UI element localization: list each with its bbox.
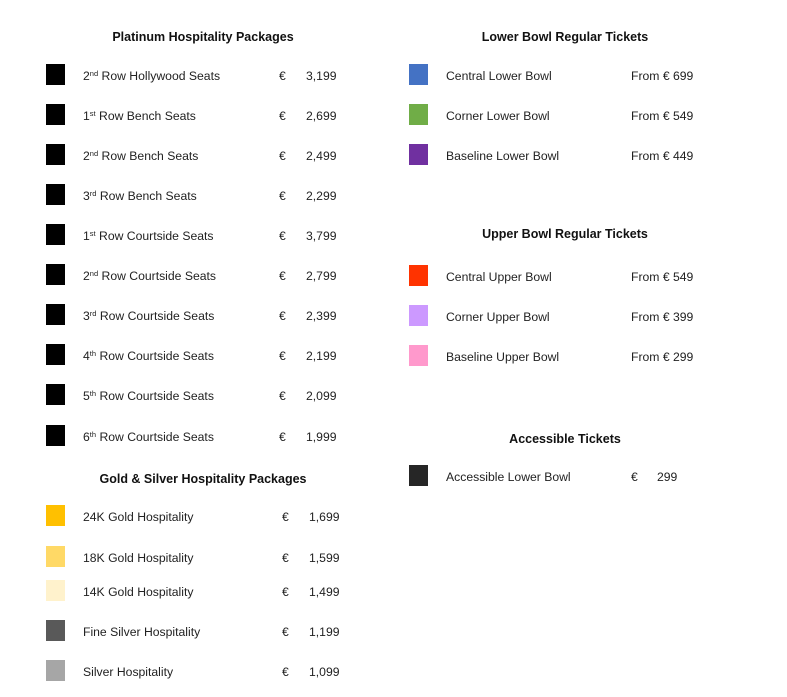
currency-symbol: € bbox=[279, 349, 286, 363]
seat-category-label bbox=[83, 625, 200, 639]
seat-category-text: Fine Silver Hospitality bbox=[83, 625, 201, 639]
row-number: 3 bbox=[83, 309, 90, 323]
seat-category-label bbox=[83, 551, 193, 565]
color-swatch bbox=[409, 465, 428, 486]
row-number: 1 bbox=[83, 229, 90, 243]
seat-category-label bbox=[83, 309, 214, 323]
currency-symbol: € bbox=[282, 585, 289, 599]
price-value: 2,099 bbox=[306, 389, 337, 403]
color-swatch bbox=[409, 265, 428, 286]
seat-category-text: Corner Lower Bowl bbox=[446, 109, 550, 123]
seat-category-label bbox=[83, 109, 196, 123]
color-swatch bbox=[46, 425, 65, 446]
seat-category-text: Row Courtside Seats bbox=[99, 229, 214, 243]
color-swatch bbox=[46, 264, 65, 285]
currency-symbol: € bbox=[279, 430, 286, 444]
row-number: 2 bbox=[83, 69, 90, 83]
seat-category-text: Row Courtside Seats bbox=[99, 389, 214, 403]
seat-category-text: Row Courtside Seats bbox=[99, 309, 215, 323]
price-value: From € 399 bbox=[631, 310, 694, 324]
currency-symbol: € bbox=[282, 665, 289, 679]
seat-category-text: Row Bench Seats bbox=[99, 109, 196, 123]
currency-symbol: € bbox=[279, 229, 286, 243]
seat-category-text: 24K Gold Hospitality bbox=[83, 510, 194, 524]
row-number: 2 bbox=[83, 149, 90, 163]
price-value: 2,799 bbox=[306, 269, 337, 283]
color-swatch bbox=[46, 546, 65, 567]
row-number: 2 bbox=[83, 269, 90, 283]
lower-bowl-heading: Lower Bowl Regular Tickets bbox=[481, 30, 649, 44]
seat-category-text: Silver Hospitality bbox=[83, 665, 174, 679]
row-number: 3 bbox=[83, 189, 90, 203]
row-ordinal-suffix: rd bbox=[89, 309, 97, 318]
price-value: 1,099 bbox=[309, 665, 340, 679]
currency-symbol: € bbox=[631, 470, 638, 484]
row-number: 4 bbox=[83, 349, 90, 363]
currency-symbol: € bbox=[279, 309, 286, 323]
color-swatch bbox=[46, 104, 65, 125]
seat-category-label bbox=[83, 349, 214, 363]
seat-category-label bbox=[446, 350, 559, 364]
color-swatch bbox=[46, 384, 65, 405]
seat-category-text: Row Courtside Seats bbox=[99, 349, 214, 363]
seat-category-label bbox=[83, 665, 173, 679]
seat-category-label bbox=[446, 69, 552, 83]
price-value: From € 549 bbox=[631, 109, 694, 123]
seat-category-text: Baseline Upper Bowl bbox=[446, 350, 560, 364]
row-ordinal-suffix: nd bbox=[89, 149, 99, 158]
seat-category-text: Central Lower Bowl bbox=[446, 69, 552, 83]
currency-symbol: € bbox=[282, 510, 289, 524]
color-swatch bbox=[409, 104, 428, 125]
seat-category-text: Row Bench Seats bbox=[101, 149, 199, 163]
seat-category-label bbox=[446, 270, 552, 284]
currency-symbol: € bbox=[279, 269, 286, 283]
seat-category-text: Row Bench Seats bbox=[99, 189, 197, 203]
seat-category-text: Row Courtside Seats bbox=[99, 430, 214, 444]
row-number: 1 bbox=[83, 109, 90, 123]
color-swatch bbox=[46, 660, 65, 681]
seat-category-label bbox=[83, 389, 214, 403]
price-value: 1,699 bbox=[309, 510, 340, 524]
price-value: 1,599 bbox=[309, 551, 340, 565]
price-value: 2,299 bbox=[306, 189, 337, 203]
seat-category-text: Accessible Lower Bowl bbox=[446, 470, 571, 484]
row-ordinal-suffix: th bbox=[89, 389, 97, 398]
color-swatch bbox=[409, 305, 428, 326]
currency-symbol: € bbox=[279, 109, 286, 123]
currency-symbol: € bbox=[282, 551, 289, 565]
price-value: 1,499 bbox=[309, 585, 340, 599]
color-swatch bbox=[46, 64, 65, 85]
seat-category-label bbox=[446, 310, 550, 324]
accessible-heading: Accessible Tickets bbox=[509, 432, 621, 446]
row-number: 6 bbox=[83, 430, 90, 444]
row-ordinal-suffix: nd bbox=[89, 69, 99, 78]
price-value: 1,199 bbox=[309, 625, 340, 639]
seat-category-label bbox=[446, 149, 559, 163]
seat-category-text: Corner Upper Bowl bbox=[446, 310, 550, 324]
color-swatch bbox=[46, 224, 65, 245]
seat-category-label bbox=[83, 149, 198, 163]
price-value: 2,699 bbox=[306, 109, 337, 123]
price-value: From € 449 bbox=[631, 149, 694, 163]
seat-category-label bbox=[83, 430, 214, 444]
seat-category-label bbox=[446, 470, 571, 484]
platinum-heading: Platinum Hospitality Packages bbox=[112, 30, 294, 44]
seat-category-text: Row Courtside Seats bbox=[101, 269, 216, 283]
seat-category-text: 18K Gold Hospitality bbox=[83, 551, 194, 565]
color-swatch bbox=[409, 64, 428, 85]
color-swatch bbox=[46, 184, 65, 205]
seat-category-label bbox=[83, 585, 193, 599]
color-swatch bbox=[46, 144, 65, 165]
seat-category-text: Baseline Lower Bowl bbox=[446, 149, 560, 163]
row-ordinal-suffix: th bbox=[89, 349, 97, 358]
currency-symbol: € bbox=[279, 149, 286, 163]
price-value: 3,199 bbox=[306, 69, 337, 83]
color-swatch bbox=[409, 345, 428, 366]
row-ordinal-suffix: rd bbox=[89, 189, 97, 198]
price-value: 2,499 bbox=[306, 149, 337, 163]
seat-category-label bbox=[83, 69, 220, 83]
row-number: 5 bbox=[83, 389, 90, 403]
seat-category-label bbox=[83, 189, 197, 203]
color-swatch bbox=[46, 344, 65, 365]
price-value: 1,999 bbox=[306, 430, 337, 444]
price-value: 299 bbox=[657, 470, 678, 484]
price-value: 3,799 bbox=[306, 229, 337, 243]
seat-category-label bbox=[446, 109, 550, 123]
price-value: 2,199 bbox=[306, 349, 337, 363]
seat-category-text: Row Hollywood Seats bbox=[101, 69, 221, 83]
price-value: From € 699 bbox=[631, 69, 694, 83]
price-value: 2,399 bbox=[306, 309, 337, 323]
row-ordinal-suffix: st bbox=[89, 109, 96, 118]
seat-category-text: Central Upper Bowl bbox=[446, 270, 552, 284]
price-value: From € 549 bbox=[631, 270, 694, 284]
seat-category-label bbox=[83, 269, 216, 283]
color-swatch bbox=[46, 505, 65, 526]
row-ordinal-suffix: nd bbox=[89, 269, 99, 278]
currency-symbol: € bbox=[279, 69, 286, 83]
upper-bowl-heading: Upper Bowl Regular Tickets bbox=[482, 227, 648, 241]
row-ordinal-suffix: st bbox=[89, 229, 96, 238]
color-swatch bbox=[46, 620, 65, 641]
price-value: From € 299 bbox=[631, 350, 694, 364]
color-swatch bbox=[409, 144, 428, 165]
color-swatch bbox=[46, 304, 65, 325]
currency-symbol: € bbox=[279, 189, 286, 203]
currency-symbol: € bbox=[279, 389, 286, 403]
currency-symbol: € bbox=[282, 625, 289, 639]
seat-category-text: 14K Gold Hospitality bbox=[83, 585, 194, 599]
seat-category-label bbox=[83, 229, 214, 243]
color-swatch bbox=[46, 580, 65, 601]
row-ordinal-suffix: th bbox=[89, 430, 97, 439]
seat-category-label bbox=[83, 510, 193, 524]
gold-silver-heading: Gold & Silver Hospitality Packages bbox=[99, 472, 307, 486]
